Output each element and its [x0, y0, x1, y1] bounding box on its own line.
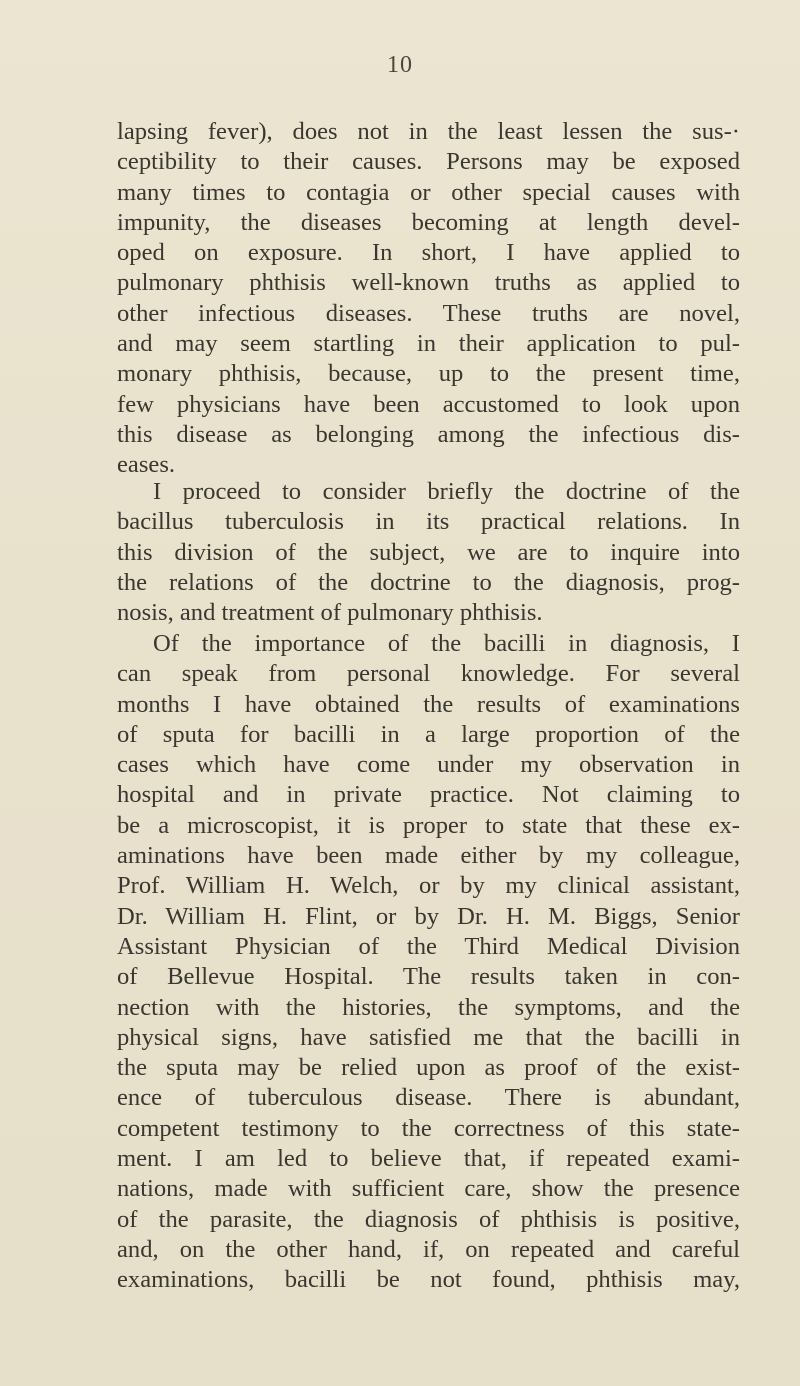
text-line: the sputa may be relied upon as proof of the exist-	[117, 1054, 740, 1082]
text-line: nection with the histories, the symptoms, and the	[117, 993, 740, 1021]
text-line: I proceed to consider briefly the doctrine of the	[153, 478, 740, 505]
text-line: the relations of the doctrine to the diagnosis, prog-	[117, 568, 740, 596]
text-line: be a microscopist, it is proper to state that these ex-	[117, 811, 740, 839]
text-line: monary phthisis, because, up to the present time,	[117, 360, 740, 388]
text-line: months I have obtained the results of examinations	[117, 690, 740, 718]
text-line: bacillus tuberculosis in its practical relations. In	[117, 508, 740, 536]
text-line: ence of tuberculous disease. There is abundant,	[117, 1084, 740, 1112]
paragraph-1	[117, 117, 740, 481]
text-line: hospital and in private practice. Not claiming to	[117, 781, 740, 809]
text-line: pulmonary phthisis well-known truths as applied to	[117, 269, 740, 297]
text-line: nosis, and treatment of pulmonary phthisis.	[117, 599, 543, 627]
paragraph-3	[117, 629, 740, 1296]
text-line: competent testimony to the correctness of this state-	[117, 1114, 740, 1142]
text-line: lapsing fever), does not in the least lessen the sus-·	[117, 118, 740, 145]
text-line: Of the importance of the bacilli in diagnosis, I	[153, 630, 740, 657]
text-line: other infectious diseases. These truths are novel,	[117, 299, 740, 327]
text-line: this division of the subject, we are to inquire into	[117, 538, 740, 566]
text-line: eases.	[117, 451, 176, 479]
text-line: ment. I am led to believe that, if repeated exami-	[117, 1145, 740, 1173]
text-line: aminations have been made either by my colleague,	[117, 842, 740, 870]
text-line: can speak from personal knowledge. For several	[117, 660, 740, 688]
text-line: Assistant Physician of the Third Medical Division	[117, 932, 740, 960]
page-number: 10	[387, 52, 413, 78]
text-line: Prof. William H. Welch, or by my clinical assistant,	[117, 872, 740, 900]
text-line: cases which have come under my observation in	[117, 751, 740, 779]
text-line: ceptibility to their causes. Persons may be exposed	[117, 148, 740, 176]
text-line: examinations, bacilli be not found, phthisis may,	[117, 1266, 740, 1294]
text-line: of Bellevue Hospital. The results taken in con-	[117, 963, 740, 991]
text-line: this disease as belonging among the infectious dis-	[117, 420, 740, 448]
text-line: oped on exposure. In short, I have applied to	[117, 239, 740, 267]
text-line: few physicians have been accustomed to look upon	[117, 390, 740, 418]
text-line: of the parasite, the diagnosis of phthisis is positive,	[117, 1205, 740, 1233]
text-line: and, on the other hand, if, on repeated and careful	[117, 1235, 740, 1263]
text-line: of sputa for bacilli in a large proportion of the	[117, 720, 740, 748]
text-line: Dr. William H. Flint, or by Dr. H. M. Biggs, Senior	[117, 902, 740, 930]
text-line: physical signs, have satisfied me that the bacilli in	[117, 1023, 740, 1051]
text-line: many times to contagia or other special causes with	[117, 178, 740, 206]
text-line: nations, made with sufficient care, show the presence	[117, 1175, 740, 1203]
text-line: impunity, the diseases becoming at length devel-	[117, 208, 740, 236]
text-line: and may seem startling in their application to pul-	[117, 330, 740, 358]
paragraph-2	[117, 477, 740, 628]
